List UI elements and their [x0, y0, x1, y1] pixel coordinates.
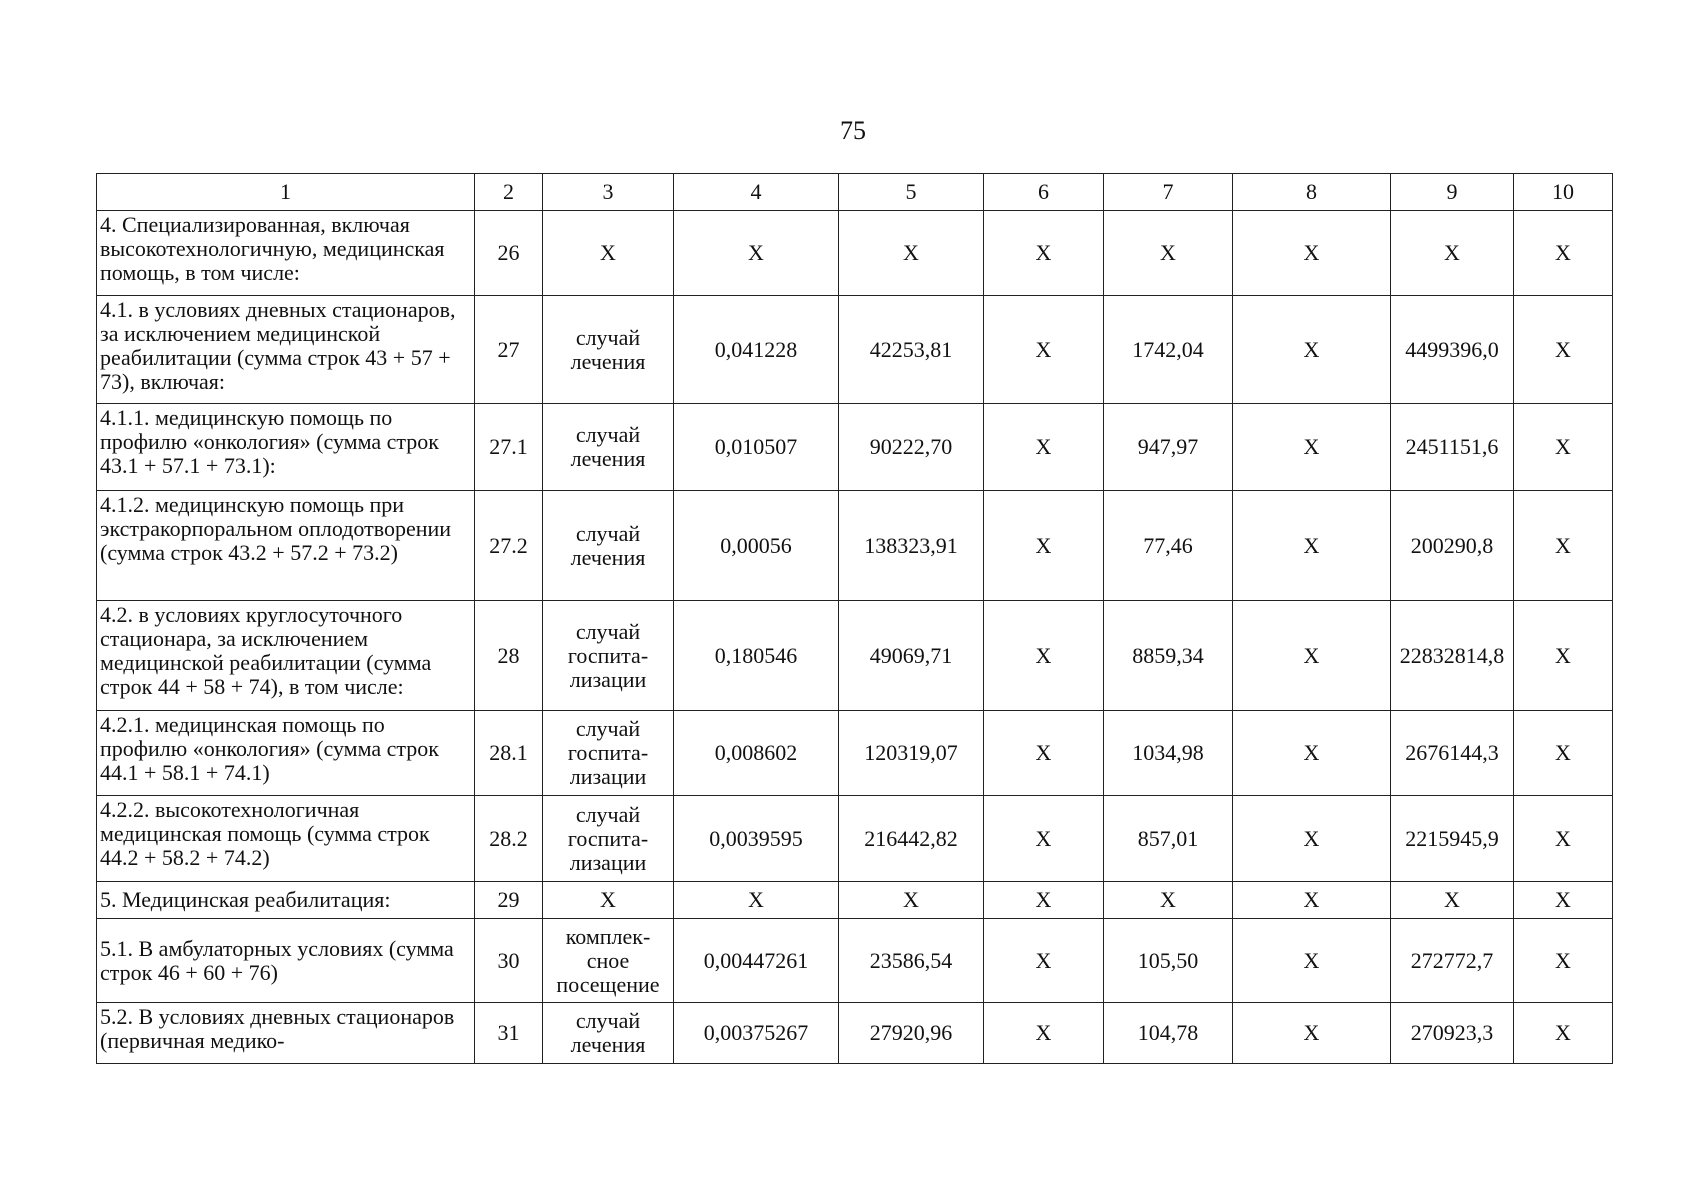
- value-cell: 1034,98: [1104, 711, 1233, 796]
- value-cell: X: [1233, 296, 1391, 404]
- data-table: [96, 173, 1613, 1064]
- table-row: [97, 491, 1613, 601]
- table-row: [97, 796, 1613, 882]
- row-name-cell: 4.1. в условиях дневных стационаров, за исключением медицинской реабилитации (сумма строк 43 + 57 + 73), включая:: [97, 296, 475, 404]
- value-cell: X: [984, 491, 1104, 601]
- unit-cell: X: [543, 882, 674, 919]
- header-cell: 3: [543, 174, 674, 211]
- value-cell: X: [984, 404, 1104, 491]
- header-cell: 1: [97, 174, 475, 211]
- row-name-cell: 4.1.1. медицинскую помощь по профилю «онкология» (сумма строк 43.1 + 57.1 + 73.1):: [97, 404, 475, 491]
- value-cell: X: [984, 919, 1104, 1003]
- row-name-cell: 4.2.2. высокотехнологичная медицинская помощь (сумма строк 44.2 + 58.2 + 74.2): [97, 796, 475, 882]
- value-cell: 90222,70: [839, 404, 984, 491]
- value-cell: X: [1514, 491, 1613, 601]
- header-cell: 6: [984, 174, 1104, 211]
- value-cell: 0,00375267: [674, 1003, 839, 1064]
- value-cell: X: [1104, 211, 1233, 296]
- value-cell: X: [839, 211, 984, 296]
- value-cell: X: [1514, 404, 1613, 491]
- value-cell: X: [1233, 1003, 1391, 1064]
- value-cell: 200290,8: [1391, 491, 1514, 601]
- value-cell: X: [1514, 711, 1613, 796]
- value-cell: 2215945,9: [1391, 796, 1514, 882]
- value-cell: 8859,34: [1104, 601, 1233, 711]
- value-cell: 2451151,6: [1391, 404, 1514, 491]
- unit-cell: случай лечения: [543, 404, 674, 491]
- unit-cell: X: [543, 211, 674, 296]
- value-cell: X: [1233, 711, 1391, 796]
- unit-cell: случай лечения: [543, 491, 674, 601]
- value-cell: X: [674, 882, 839, 919]
- header-cell: 5: [839, 174, 984, 211]
- row-name-cell: 5. Медицинская реабилитация:: [97, 882, 475, 919]
- value-cell: 1742,04: [1104, 296, 1233, 404]
- value-cell: 0,0039595: [674, 796, 839, 882]
- value-cell: X: [1233, 919, 1391, 1003]
- value-cell: X: [1104, 882, 1233, 919]
- table-row: [97, 1003, 1613, 1064]
- value-cell: X: [1514, 882, 1613, 919]
- header-cell: 4: [674, 174, 839, 211]
- value-cell: 947,97: [1104, 404, 1233, 491]
- value-cell: X: [1391, 882, 1514, 919]
- value-cell: X: [1514, 601, 1613, 711]
- value-cell: 23586,54: [839, 919, 984, 1003]
- table-row: [97, 711, 1613, 796]
- value-cell: 270923,3: [1391, 1003, 1514, 1064]
- value-cell: 4499396,0: [1391, 296, 1514, 404]
- value-cell: 138323,91: [839, 491, 984, 601]
- value-cell: 857,01: [1104, 796, 1233, 882]
- value-cell: X: [1514, 919, 1613, 1003]
- value-cell: 0,008602: [674, 711, 839, 796]
- row-name-cell: 4.2.1. медицинская помощь по профилю «онкология» (сумма строк 44.1 + 58.1 + 74.1): [97, 711, 475, 796]
- table-row: [97, 919, 1613, 1003]
- unit-cell: случай лечения: [543, 296, 674, 404]
- value-cell: 0,00447261: [674, 919, 839, 1003]
- page-number: 75: [840, 116, 866, 145]
- row-number-cell: 28.2: [475, 796, 543, 882]
- row-number-cell: 29: [475, 882, 543, 919]
- value-cell: X: [1233, 491, 1391, 601]
- header-cell: 7: [1104, 174, 1233, 211]
- header-cell: 9: [1391, 174, 1514, 211]
- value-cell: X: [1233, 796, 1391, 882]
- value-cell: X: [1514, 796, 1613, 882]
- row-name-cell: 4.1.2. медицинскую помощь при экстракорпоральном оплодотворении (сумма строк 43.2 + 57.2 + 73.2): [97, 491, 475, 601]
- value-cell: X: [1391, 211, 1514, 296]
- value-cell: 120319,07: [839, 711, 984, 796]
- header-cell: 10: [1514, 174, 1613, 211]
- value-cell: X: [1514, 1003, 1613, 1064]
- value-cell: X: [984, 1003, 1104, 1064]
- value-cell: X: [984, 796, 1104, 882]
- value-cell: 2676144,3: [1391, 711, 1514, 796]
- row-number-cell: 27.2: [475, 491, 543, 601]
- row-name-cell: 4.2. в условиях круглосуточного стационара, за исключением медицинской реабилитации (сумма строк 44 + 58 + 74), в том числе:: [97, 601, 475, 711]
- value-cell: 22832814,8: [1391, 601, 1514, 711]
- table-row: [97, 882, 1613, 919]
- value-cell: X: [984, 882, 1104, 919]
- value-cell: X: [839, 882, 984, 919]
- value-cell: X: [1233, 601, 1391, 711]
- row-number-cell: 31: [475, 1003, 543, 1064]
- value-cell: 216442,82: [839, 796, 984, 882]
- row-name-cell: 5.2. В условиях дневных стационаров (первичная медико-: [97, 1003, 475, 1064]
- value-cell: X: [984, 711, 1104, 796]
- value-cell: X: [1514, 211, 1613, 296]
- row-number-cell: 28.1: [475, 711, 543, 796]
- value-cell: X: [1233, 404, 1391, 491]
- unit-cell: случай госпита-лизации: [543, 711, 674, 796]
- table-row: [97, 296, 1613, 404]
- header-cell: 2: [475, 174, 543, 211]
- unit-cell: случай госпита-лизации: [543, 601, 674, 711]
- header-cell: 8: [1233, 174, 1391, 211]
- row-number-cell: 30: [475, 919, 543, 1003]
- value-cell: X: [984, 601, 1104, 711]
- value-cell: 0,041228: [674, 296, 839, 404]
- value-cell: 77,46: [1104, 491, 1233, 601]
- value-cell: X: [984, 211, 1104, 296]
- value-cell: X: [984, 296, 1104, 404]
- value-cell: 104,78: [1104, 1003, 1233, 1064]
- value-cell: X: [1514, 296, 1613, 404]
- value-cell: 0,010507: [674, 404, 839, 491]
- value-cell: X: [674, 211, 839, 296]
- value-cell: 0,180546: [674, 601, 839, 711]
- row-name-cell: 4. Специализированная, включая высокотехнологичную, медицинская помощь, в том числе:: [97, 211, 475, 296]
- row-name-cell: 5.1. В амбулаторных условиях (сумма строк 46 + 60 + 76): [97, 919, 475, 1003]
- row-number-cell: 28: [475, 601, 543, 711]
- unit-cell: комплек-сное посещение: [543, 919, 674, 1003]
- value-cell: X: [1233, 211, 1391, 296]
- value-cell: 49069,71: [839, 601, 984, 711]
- unit-cell: случай лечения: [543, 1003, 674, 1064]
- table-row: [97, 404, 1613, 491]
- value-cell: 105,50: [1104, 919, 1233, 1003]
- unit-cell: случай госпита-лизации: [543, 796, 674, 882]
- row-number-cell: 26: [475, 211, 543, 296]
- value-cell: 27920,96: [839, 1003, 984, 1064]
- value-cell: X: [1233, 882, 1391, 919]
- row-number-cell: 27.1: [475, 404, 543, 491]
- table-header-row: [97, 174, 1613, 211]
- value-cell: 272772,7: [1391, 919, 1514, 1003]
- row-number-cell: 27: [475, 296, 543, 404]
- table-row: [97, 601, 1613, 711]
- value-cell: 0,00056: [674, 491, 839, 601]
- table-row: [97, 211, 1613, 296]
- value-cell: 42253,81: [839, 296, 984, 404]
